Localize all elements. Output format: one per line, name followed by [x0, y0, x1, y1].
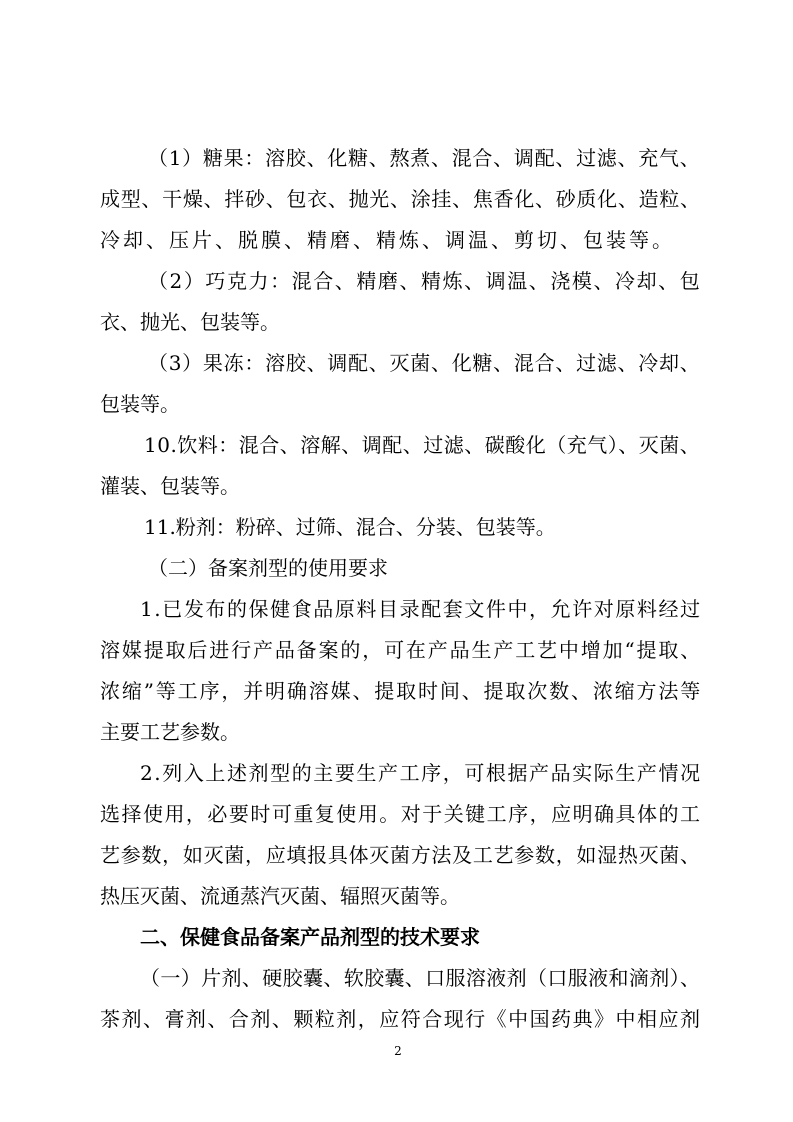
- subheading-usage-requirements: （二）备案剂型的使用要求: [148, 556, 388, 580]
- paragraph-jelly-line-2: 包装等。: [100, 392, 180, 416]
- paragraph-dosage-forms-line-2: 茶剂、膏剂、合剂、颗粒剂，应符合现行《中国药典》中相应剂: [100, 1007, 702, 1031]
- paragraph-item-1-line-4: 主要工艺参数。: [100, 720, 240, 744]
- paragraph-chocolate-line-2: 衣、抛光、包装等。: [100, 310, 280, 334]
- section-heading-technical-requirements: 二、保健食品备案产品剂型的技术要求: [140, 925, 480, 949]
- paragraph-item-1-line-3: 浓缩”等工序，并明确溶媒、提取时间、提取次数、浓缩方法等: [100, 679, 703, 703]
- paragraph-powder-line-1: 11.粉剂：粉碎、过筛、混合、分装、包装等。: [144, 515, 556, 539]
- paragraph-beverage-line-1: 10.饮料：混合、溶解、调配、过滤、碳酸化（充气）、灭菌、: [144, 433, 701, 457]
- paragraph-item-2-line-3: 艺参数，如灭菌，应填报具体灭菌方法及工艺参数，如湿热灭菌、: [100, 843, 701, 867]
- paragraph-item-2-line-1: 2.列入上述剂型的主要生产工序，可根据产品实际生产情况: [140, 761, 702, 785]
- paragraph-candy-line-1: （1）糖果：溶胶、化糖、熬煮、混合、调配、过滤、充气、: [148, 146, 701, 170]
- paragraph-jelly-line-1: （3）果冻：溶胶、调配、灭菌、化糖、混合、过滤、冷却、: [148, 351, 701, 375]
- paragraph-item-2-line-2: 选择使用，必要时可重复使用。对于关键工序，应明确具体的工: [100, 802, 702, 826]
- paragraph-beverage-line-2: 灌装、包装等。: [100, 474, 240, 498]
- page-number: 2: [394, 1044, 402, 1058]
- paragraph-candy-line-3: 冷却、压片、脱膜、精磨、精炼、调温、剪切、包装等。: [100, 228, 675, 252]
- paragraph-item-1-line-2: 溶媒提取后进行产品备案的，可在产品生产工艺中增加“提取、: [100, 638, 703, 662]
- paragraph-item-2-line-4: 热压灭菌、流通蒸汽灭菌、辐照灭菌等。: [100, 884, 460, 908]
- paragraph-dosage-forms-line-1: （一）片剂、硬胶囊、软胶囊、口服溶液剂（口服液和滴剂）、: [140, 966, 701, 990]
- paragraph-chocolate-line-1: （2）巧克力：混合、精磨、精炼、调温、浇模、冷却、包: [148, 269, 702, 293]
- paragraph-candy-line-2: 成型、干燥、拌砂、包衣、抛光、涂挂、焦香化、砂质化、造粒、: [100, 187, 701, 211]
- paragraph-item-1-line-1: 1.已发布的保健食品原料目录配套文件中，允许对原料经过: [140, 597, 702, 621]
